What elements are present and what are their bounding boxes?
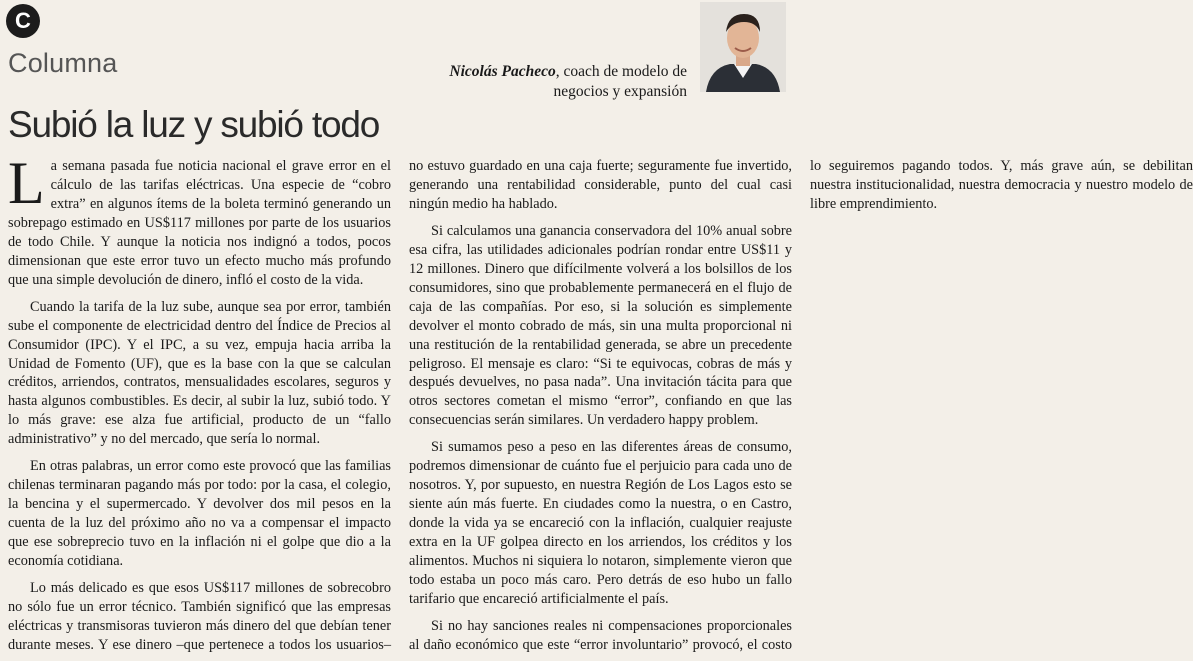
article-body xyxy=(8,150,1193,657)
paragraph-2: Cuando la tarifa de la luz sube, aunque sea por error, también sube el componente de electricidad dentro del Índice de Precios al Consumidor (IPC). Y el IPC, a su vez, empuja hacia arriba la Unidad de Fomento (UF), que es la base con la que se calculan créditos, arriendos, contratos, mensualidades escolares, seguros y hasta algunos combustibles. Es decir, al subir la luz, subió todo. Y lo más grave: ese alza fue artificial, producto de un “fallo administrativo” y no del mercado, que sería lo normal. xyxy=(8,298,391,448)
paragraph-4: Lo más delicado es que esos US$117 millones de sobrecobro no sólo fue un error técnico. También significó que las empresas eléctricas y transmisoras tuvieron más dinero del que debían tener durante meses. Y ese dinero –que pertenece a todos los usuarios– no estuvo guardado en una caja fuerte; seguramente fue invertido, generando una rentabilidad considerable, punto del cual casi ningún medio ha hablado. xyxy=(8,158,792,653)
section-label: Columna xyxy=(8,48,118,78)
drop-cap: L xyxy=(8,150,45,216)
paragraph-1 xyxy=(8,150,391,290)
paragraph-7: Si no hay sanciones reales ni compensaciones proporcionales al daño económico que este “error involuntario” provocó, el costo lo seguiremos pagando todos. Y, más grave aún, se debilitan nuestra institucionalidad, nuestra democracia y nuestro modelo de libre emprendimiento. xyxy=(409,158,1193,653)
author-portrait-svg xyxy=(700,2,786,92)
author-portrait-icon xyxy=(700,2,786,92)
paragraph-6: Si sumamos peso a peso en las diferentes áreas de consumo, podremos dimensionar de cuánto fue el perjuicio para cada uno de nosotros. Y, por supuesto, en nuestra Región de Los Lagos esto se siente aún más fuerte. En ciudades como la nuestra, o en Castro, donde la vida ya se encareció con la inflación, cualquier reajuste extra en la UF golpea directo en los arriendos, los créditos y los alimentos. Muchos ni siquiera lo notaron, simplemente vieron que todo estaba un poco más caro. Pero detrás de eso hubo un fallo tarifario que encareció artificialmente el país. xyxy=(409,439,792,607)
author-role-line1: , coach de modelo de xyxy=(555,63,687,80)
author-name: Nicolás Pacheco xyxy=(449,63,556,80)
headline: Subió la luz y subió todo xyxy=(8,104,380,145)
author-byline xyxy=(449,62,687,102)
paragraph-1-text: a semana pasada fue noticia nacional el grave error en el cálculo de las tarifas eléctricas. Una especie de “cobro extra” en algunos ítems de la boleta terminó generando un sobrepago estimado en US$117 millones por parte de los usuarios de todo Chile. Y aunque la noticia nos indignó a todos, pocos dimensionan que este error tuvo un efecto mucho más profundo que una simple devolución de dinero, infló el costo de la vida. xyxy=(8,158,391,288)
author-role-line2: negocios y expansión xyxy=(553,83,687,100)
paragraph-3: En otras palabras, un error como este provocó que las familias chilenas terminaran pagando más por todo: por la casa, el colegio, la bencina y el supermercado. Y devolver dos mil pesos en la cuenta de la luz del próximo año no va a compensar el impacto que ese sobreprecio tuvo en la inflación ni el golpe que dio a la economía cotidiana. xyxy=(8,458,391,570)
section-badge: C xyxy=(6,4,40,38)
paragraph-5: Si calculamos una ganancia conservadora del 10% anual sobre esa cifra, las utilidades adicionales podrían rondar entre US$11 y 12 millones. Dinero que difícilmente volverá a los bolsillos de los consumidores, sino que probablemente permanecerá en el flujo de caja de las compañías. Por eso, si la solución es simplemente devolver el monto cobrado de más, sin una multa proporcional ni una restitución de la rentabilidad generada, se abre un precedente peligroso. El mensaje es claro: “Si te equivocas, cobras de más y después devuelves, no pasa nada”. Una invitación tácita para que otros sectores cometan el mismo “error”, confiando en que las consecuencias serán similares. Un verdadero happy problem. xyxy=(409,222,792,429)
